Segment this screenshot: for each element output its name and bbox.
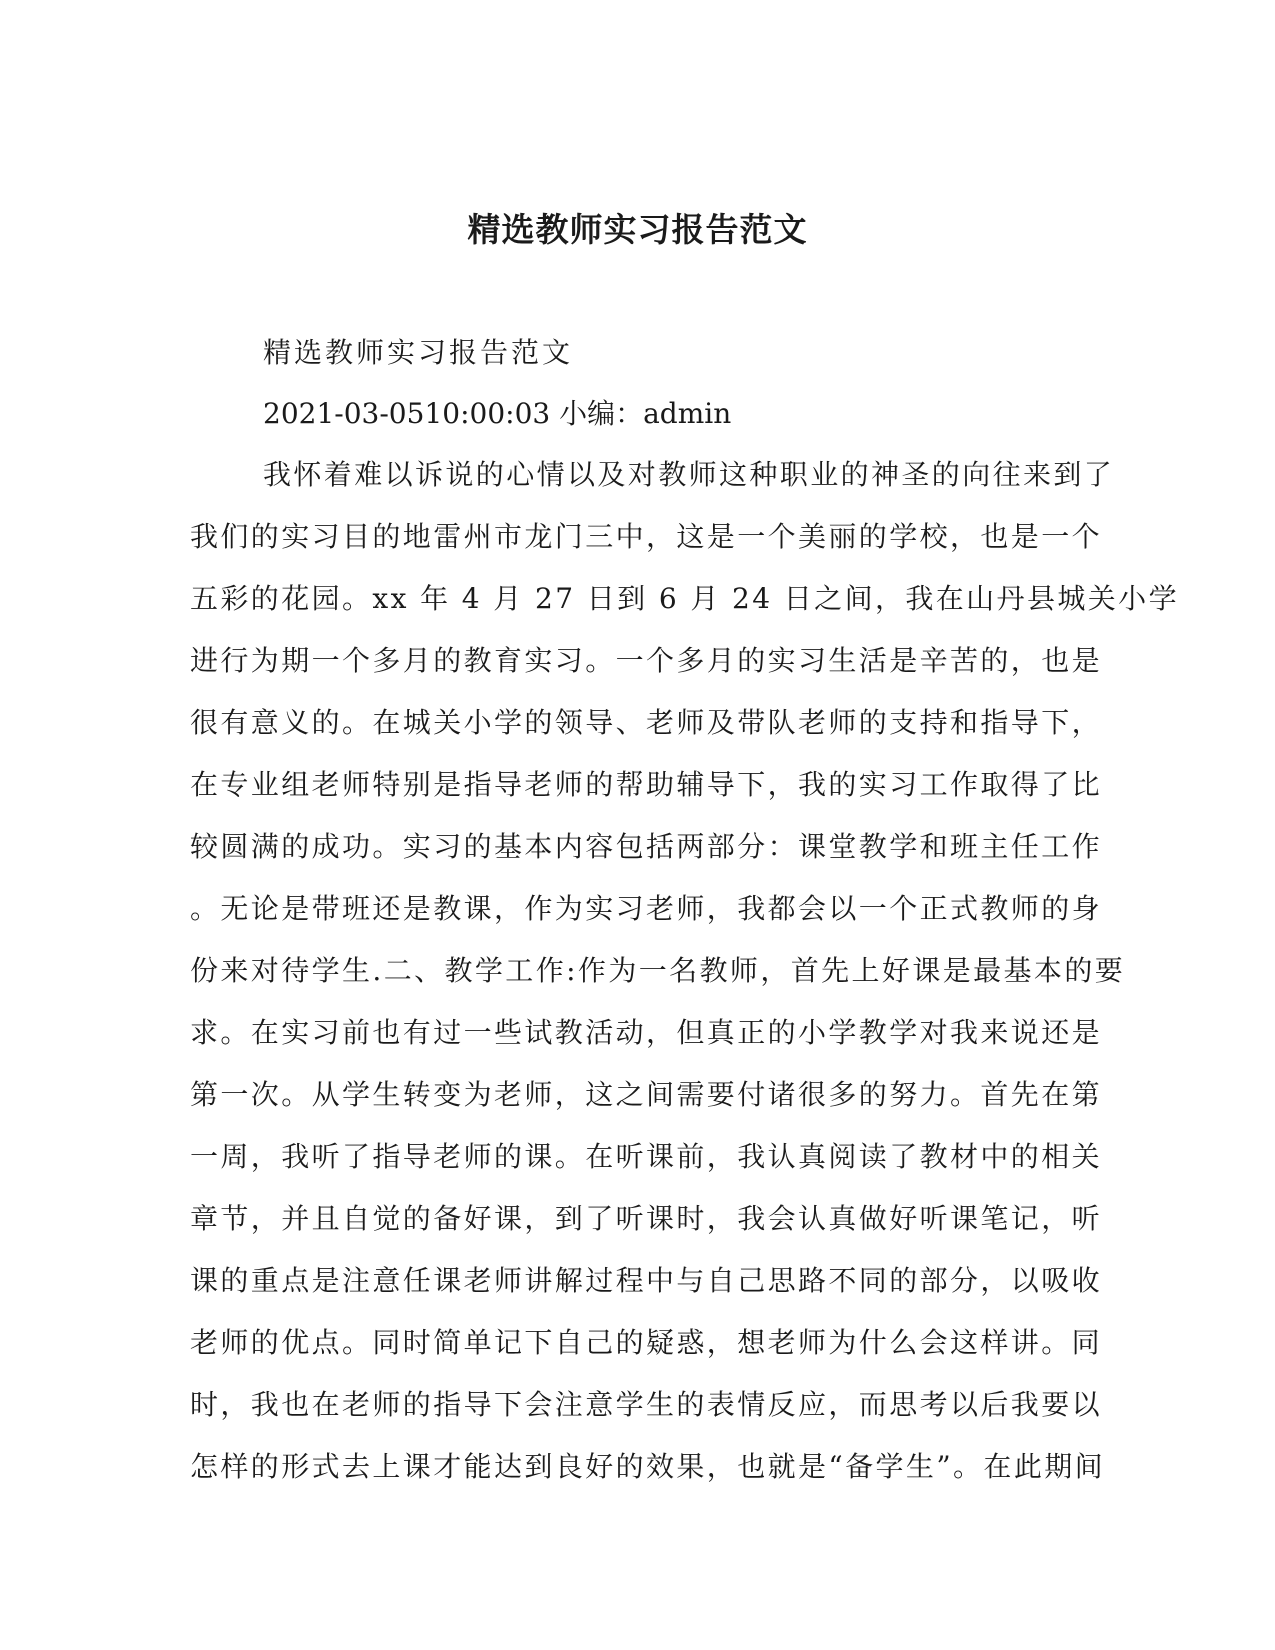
body-line: 份来对待学生.二、教学工作:作为一名教师，首先上好课是最基本的要	[190, 954, 1126, 987]
body-line: 很有意义的。在城关小学的领导、老师及带队老师的支持和指导下，	[190, 706, 1103, 739]
body-line: 进行为期一个多月的教育实习。一个多月的实习生活是辛苦的，也是	[190, 644, 1103, 677]
body-line: 在专业组老师特别是指导老师的帮助辅导下，我的实习工作取得了比	[190, 768, 1103, 801]
body-line: 较圆满的成功。实习的基本内容包括两部分：课堂教学和班主任工作	[190, 830, 1103, 863]
body-line: 课的重点是注意任课老师讲解过程中与自己思路不同的部分，以吸收	[190, 1264, 1103, 1297]
body-line: 。无论是带班还是教课，作为实习老师，我都会以一个正式教师的身	[190, 892, 1103, 925]
body-line: 我怀着难以诉说的心情以及对教师这种职业的神圣的向往来到了	[263, 458, 1115, 491]
article-subtitle: 精选教师实习报告范文	[263, 336, 574, 369]
body-line: 求。在实习前也有过一些试教活动，但真正的小学教学对我来说还是	[190, 1016, 1103, 1049]
article-meta: 2021-03-0510:00:03 小编：admin	[263, 397, 732, 430]
body-line: 五彩的花园。xx 年 4 月 27 日到 6 月 24 日之间，我在山丹县城关小学	[190, 582, 1179, 615]
body-line: 老师的优点。同时简单记下自己的疑惑，想老师为什么会这样讲。同	[190, 1326, 1103, 1359]
body-line: 我们的实习目的地雷州市龙门三中，这是一个美丽的学校，也是一个	[190, 520, 1103, 553]
article-body	[190, 455, 1179, 1509]
body-line: 怎样的形式去上课才能达到良好的效果，也就是“备学生”。在此期间	[190, 1450, 1106, 1483]
body-line: 第一次。从学生转变为老师，这之间需要付诸很多的努力。首先在第	[190, 1078, 1103, 1111]
body-line: 时，我也在老师的指导下会注意学生的表情反应，而思考以后我要以	[190, 1388, 1103, 1421]
body-line: 章节，并且自觉的备好课，到了听课时，我会认真做好听课笔记，听	[190, 1202, 1103, 1235]
body-line: 一周，我听了指导老师的课。在听课前，我认真阅读了教材中的相关	[190, 1140, 1103, 1173]
document-title: 精选教师实习报告范文	[467, 210, 808, 249]
